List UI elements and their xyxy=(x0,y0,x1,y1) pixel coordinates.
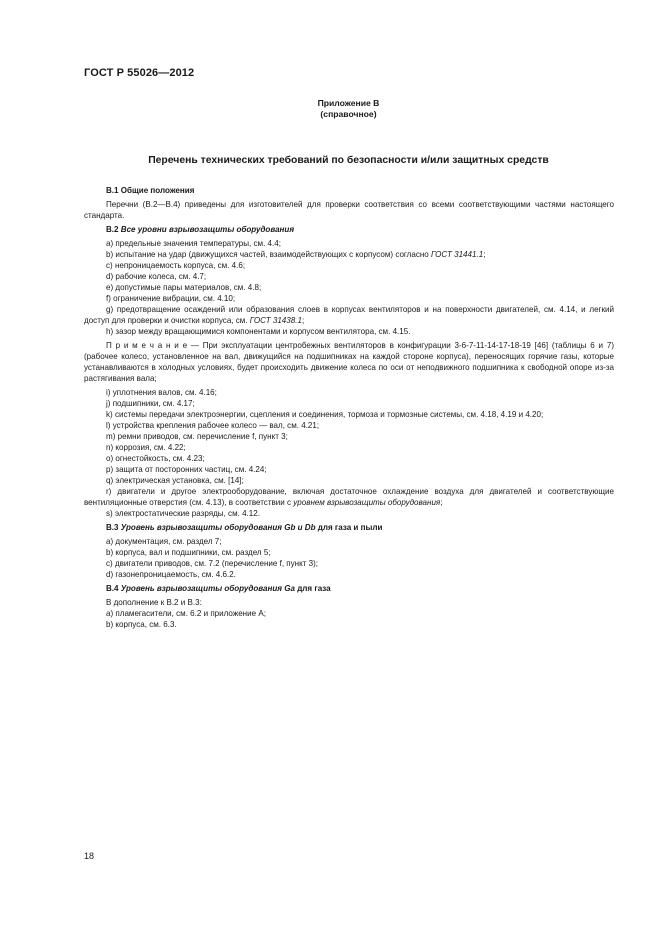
annex-heading xyxy=(84,98,613,120)
list-item-b4-a: a) пламегасители, см. 6.2 и приложение А; xyxy=(106,609,266,618)
list-item-b2-b-text: b) испытание на удар (движущихся частей, взаимодействующих с корпусом) согласно xyxy=(106,250,432,259)
list-item-b2-s: s) электростатические разряды, см. 4.12. xyxy=(106,509,260,518)
list-item-b2-b xyxy=(84,249,614,260)
note-label: П р и м е ч а н и е xyxy=(106,341,188,350)
list-item-b2-g xyxy=(84,304,614,326)
list-item-b2-r xyxy=(84,486,614,508)
list-item-b2-p: p) защита от посторонних частиц, см. 4.24; xyxy=(106,465,267,474)
standard-reference: ГОСТ 31441.1 xyxy=(431,250,484,259)
section-b3-suffix: для газа и пыли xyxy=(315,523,383,532)
list-item-b2-b-end: ; xyxy=(483,250,486,259)
section-b3-heading xyxy=(84,522,614,533)
list-item-b3-c: c) двигатели приводов, см. 7.2 (перечисление f, пункт 3); xyxy=(106,559,319,568)
section-b1-text: Перечни (В.2—В.4) приведены для изготовителей для проверки соответствия со всеми соответствующими частями настоящего стандарта. xyxy=(84,200,614,220)
list-item-b2-e: e) допустимые пары материалов, см. 4.8; xyxy=(106,283,262,292)
section-b3-number: В.3 xyxy=(106,523,121,532)
list-item-b2-q: q) электрическая установка, см. [14]; xyxy=(106,476,244,485)
annex-subtitle: (справочное) xyxy=(320,109,377,119)
list-item-b3-a: a) документация, см. раздел 7; xyxy=(106,537,222,546)
section-b2-number: В.2 xyxy=(106,225,121,234)
list-item-b2-i: i) уплотнения валов, см. 4.16; xyxy=(106,388,217,397)
list-item-b2-l: l) устройства крепления рабочее колесо — вал, см. 4.21; xyxy=(106,421,320,430)
list-item-b2-j: j) подшипники, см. 4.17; xyxy=(106,399,195,408)
list-item-b2-m: m) ремни приводов, см. перечисление f, пункт 3; xyxy=(106,432,288,441)
list-item-b3-d: d) газонепроницаемость, см. 4.6.2. xyxy=(106,570,236,579)
section-b4-intro: В дополнение к В.2 и В.3: xyxy=(106,598,202,607)
document-code: ГОСТ Р 55026—2012 xyxy=(84,67,195,79)
section-b4-suffix: для газа xyxy=(294,584,331,593)
page-number: 18 xyxy=(84,851,95,861)
standard-reference: ГОСТ 31438.1 xyxy=(249,316,302,325)
note-paragraph xyxy=(84,340,614,384)
section-b2-title: Все уровни взрывозащиты оборудования xyxy=(120,225,295,234)
list-item-b2-c: c) непроницаемость корпуса, см. 4.6; xyxy=(106,261,246,270)
list-item-b2-h: h) зазор между вращающимися компонентами и корпусом вентилятора, см. 4.15. xyxy=(106,327,411,336)
annex-title: Приложение В xyxy=(317,98,380,108)
list-item-b2-r-text: r) двигатели и другое электрооборудование, включая достаточное охлаждение воздуха для двигателей и соответствующие вентиляционные отверстия (см. 4.13), в соответствии с xyxy=(84,487,614,507)
list-item-b2-k: k) системы передачи электроэнергии, сцепления и соединения, тормоза и тормозные системы, см. 4.18, 4.19 и 4.20; xyxy=(106,410,544,419)
list-item-b2-d: d) рабочие колеса, см. 4.7; xyxy=(106,272,207,281)
section-b2-heading xyxy=(84,224,614,235)
section-b4-title: Уровень взрывозащиты оборудования Ga xyxy=(120,584,295,593)
list-item-b2-g-text: g) предотвращение осаждений или образования слоев в корпусах вентиляторов и на поверхности двигателей, см. 4.14, и легкий доступ для проверки и очистки корпуса, см. xyxy=(84,305,614,325)
list-item-b2-r-end: ; xyxy=(440,498,443,507)
section-b1-heading: В.1 Общие положения xyxy=(106,186,195,195)
list-item-b4-b: b) корпуса, см. 6.3. xyxy=(106,620,177,629)
section-b4-number: В.4 xyxy=(106,584,121,593)
section-b3-title: Уровень взрывозащиты оборудования Gb и Db xyxy=(120,523,316,532)
list-item-b2-o: o) огнестойкость, см. 4.23; xyxy=(106,454,205,463)
list-item-b2-n: n) коррозия, см. 4.22; xyxy=(106,443,186,452)
list-item-b2-f: f) ограничение вибрации, см. 4.10; xyxy=(106,294,236,303)
list-item-b3-b: b) корпуса, вал и подшипники, см. раздел 5; xyxy=(106,548,271,557)
section-b4-heading xyxy=(84,583,614,594)
main-title: Перечень технических требований по безопасности и/или защитных средств xyxy=(148,155,549,166)
note-text: — При эксплуатации центробежных вентиляторов в конфигурации 3-6-7-11-14-17-18-19 [46] (таблицы 6 и 7) (рабочее колесо, установленное на вал, движущийся на подшипниках на каждой стороне корпуса), переносящих горячие газы, которые устанавливаются в холодных условиях, будет происходить движение колеса по оси от неподвижного подшипника к свободной опоре из-за растягивания вала; xyxy=(84,341,614,383)
document-body xyxy=(84,185,614,630)
emphasis-term: уровнем взрывозащиты оборудования xyxy=(293,498,441,507)
list-item-b2-g-end: ; xyxy=(301,316,305,325)
list-item-b2-a: a) предельные значения температуры, см. 4.4; xyxy=(106,239,281,248)
